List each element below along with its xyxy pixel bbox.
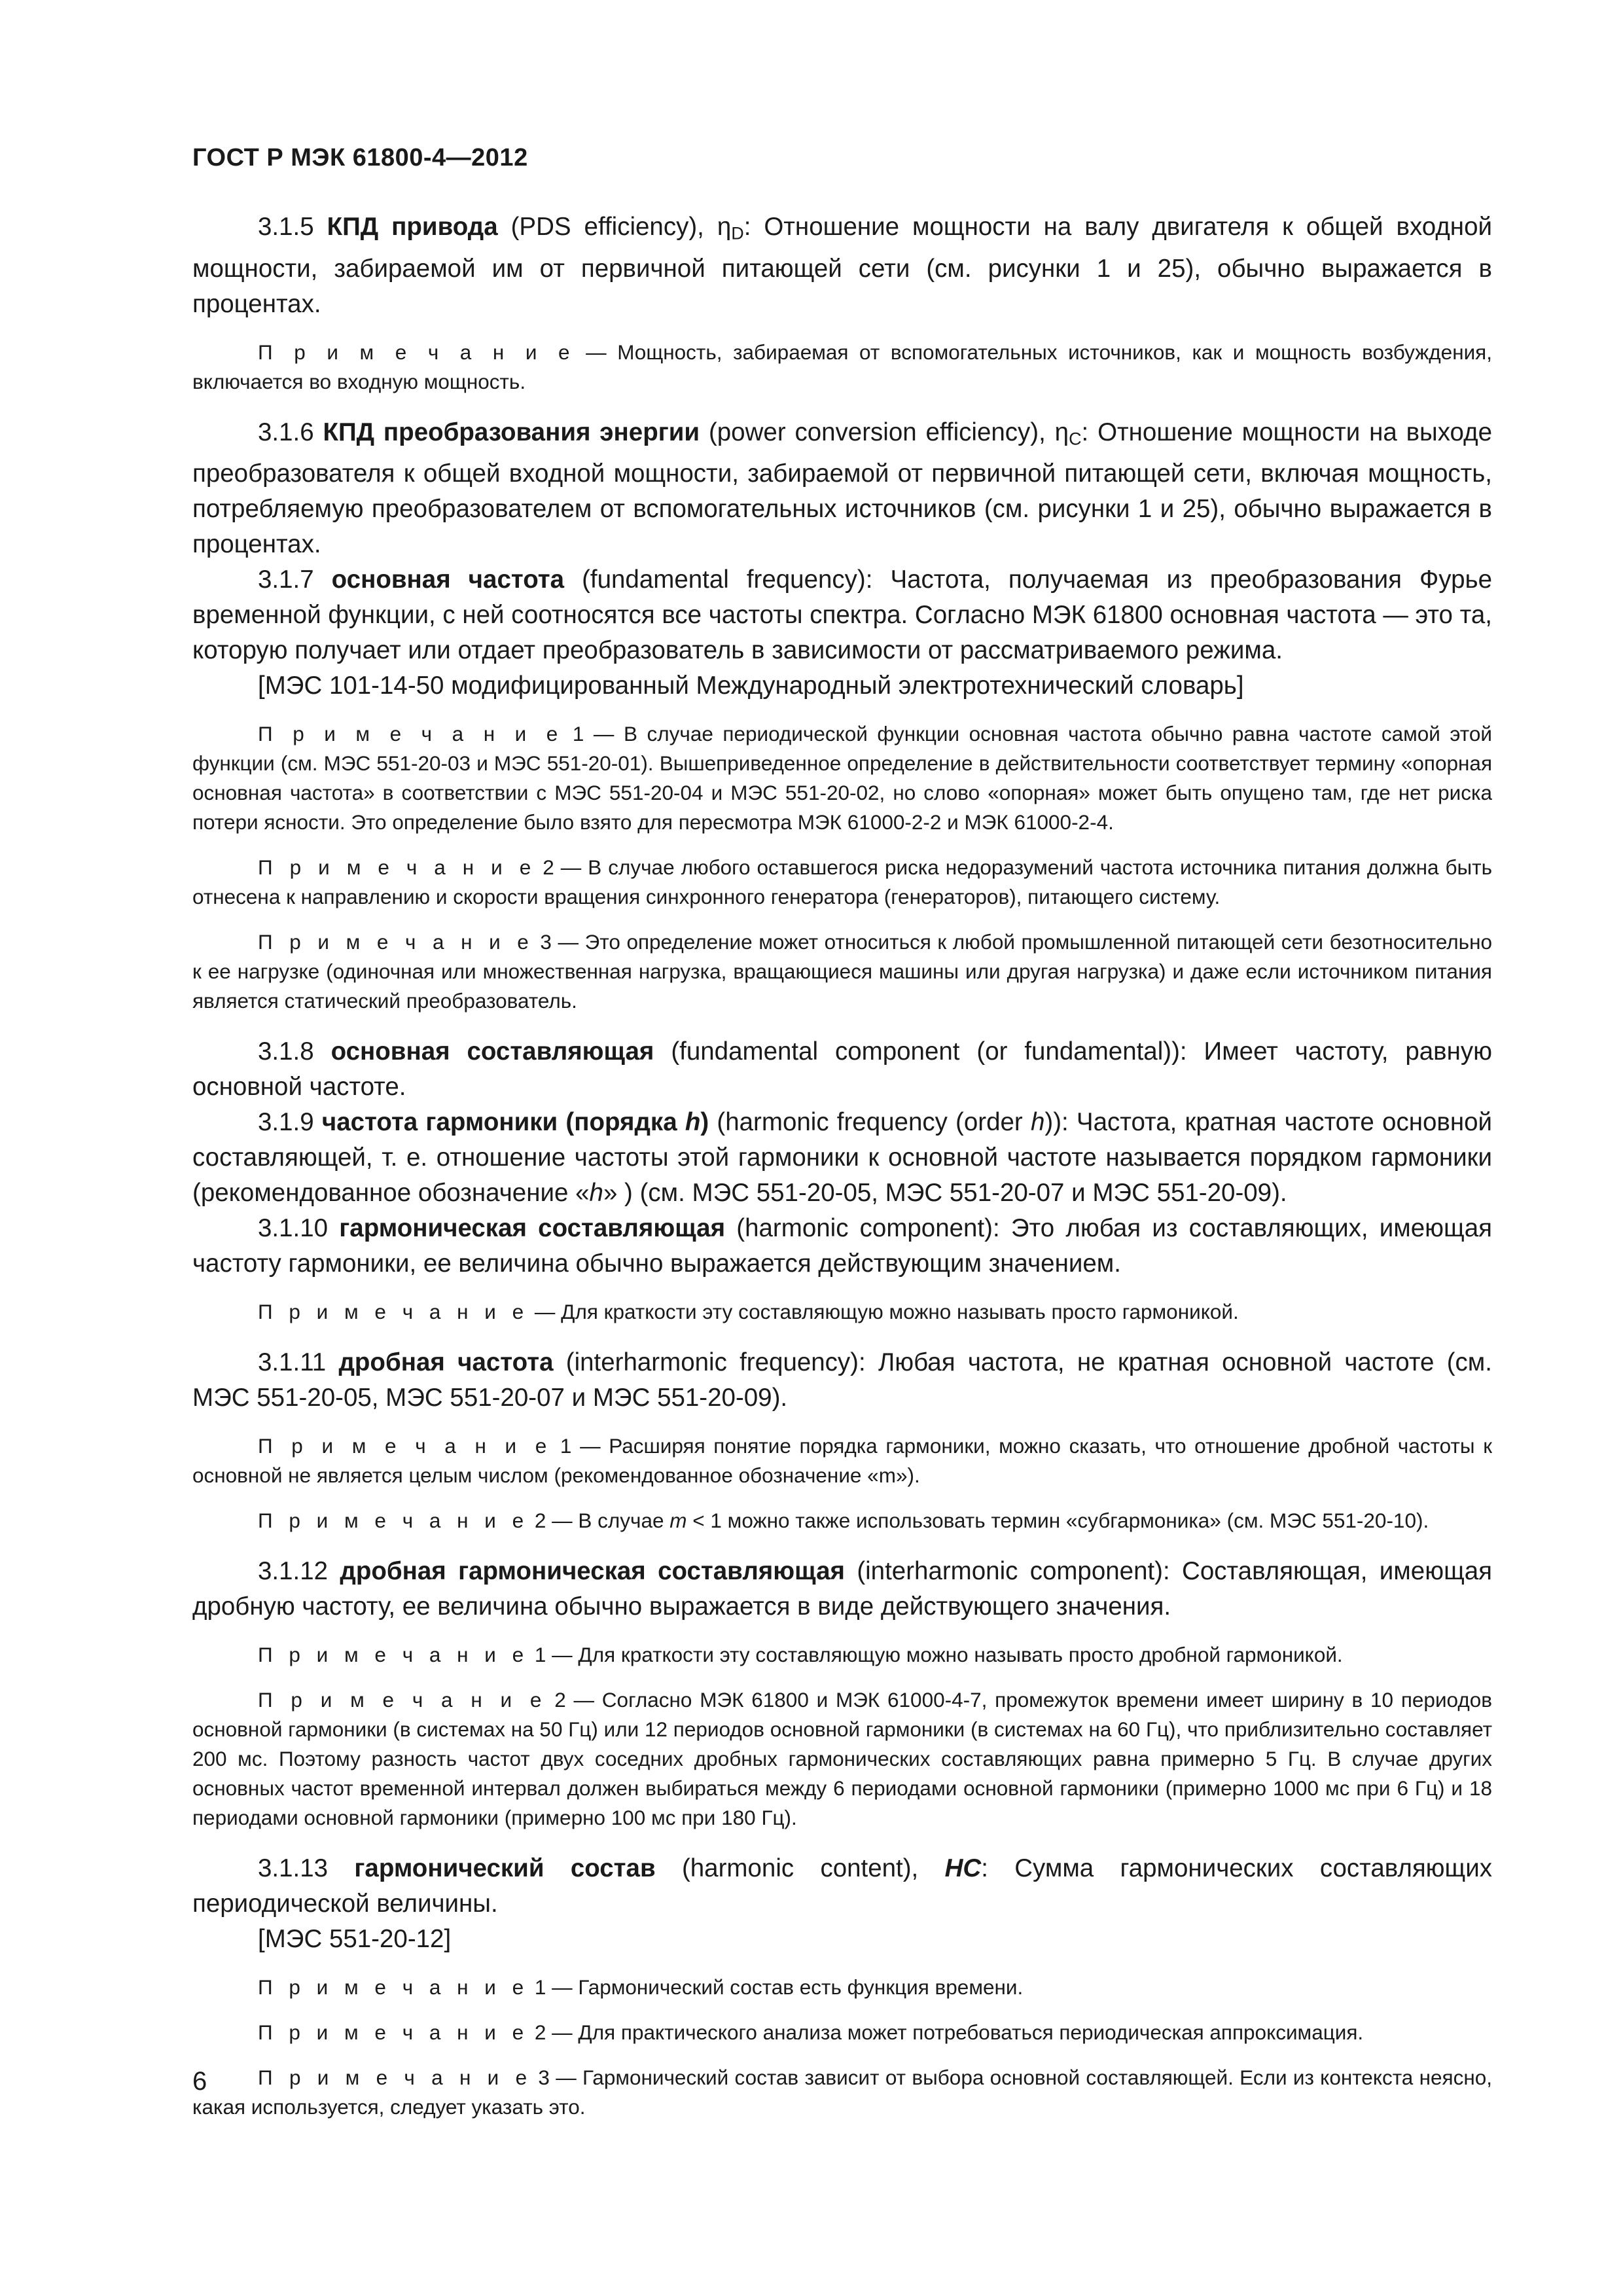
clause-number: 3.1.5 [258, 213, 314, 241]
clause-number: 3.1.7 [258, 565, 314, 594]
clause-text: (harmonic frequency (order h)): Частота, кратная частоте основной составляющей, т. е. отношение частоты этой гармоники к основной частоте называется порядком гармоники (рекомендованное обозначение «h» ) (см. МЭС 551-20-05, МЭС 551-20-07 и МЭС 551-20-09). [192, 1108, 1492, 1208]
efficiency-symbol: $\eta_D$ [717, 213, 744, 243]
note-label: П р и м е ч а н и е [258, 1643, 529, 1667]
clause-number: 3.1.6 [258, 418, 314, 446]
clause-term: дробная гармоническая составляющая [340, 1557, 845, 1586]
clause-3-1-12 [192, 1554, 1492, 1624]
clause-term: КПД преобразования энергии [323, 418, 700, 446]
clause-text: (fundamental component (or fundamental)): Имеет частоту, равную основной частоте. [192, 1037, 1493, 1102]
note [192, 1297, 1492, 1327]
clause-term-en: (harmonic content), [681, 1854, 919, 1883]
clause-text: (interharmonic component): Составляющая, имеющая дробную частоту, ее величина обычно выражается в виде действующего значения. [192, 1557, 1492, 1621]
note-label: П р и м е ч а н и е [258, 340, 575, 364]
clause-text: (interharmonic frequency): Любая частота, не кратная основной частоте (см. МЭС 551-20-05, МЭС 551-20-07 и МЭС 551-20-09). [192, 1348, 1492, 1412]
clause-3-1-13 [192, 1851, 1492, 1922]
clause-3-1-10 [192, 1211, 1492, 1282]
clause-number: 3.1.12 [258, 1557, 329, 1586]
note-text: — Для краткости эту составляющую можно называть просто гармоникой. [529, 1300, 1239, 1324]
note [192, 2063, 1492, 2122]
note-text: 2 — В случае m < 1 можно также использовать термин «субгармоника» (см. МЭС 551-20-10). [529, 1509, 1429, 1533]
note-label: П р и м е ч а н и е [258, 2020, 529, 2045]
clause-reference: [МЭС 101-14-50 модифицированный Международный электротехнический словарь] [258, 672, 1244, 700]
clause-3-1-5 [192, 209, 1492, 322]
clause-term: КПД привода [327, 213, 498, 241]
clause-number: 3.1.8 [258, 1037, 314, 1066]
note-text: 3 — Это определение может относиться к любой промышленной питающей сети безотносительно к ее нагрузке (одиночная или множественная нагрузка, вращающиеся машины или другая нагрузка) и даже если источником питания является статический преобразователь. [192, 930, 1492, 1013]
note [192, 1431, 1492, 1490]
clause-3-1-6 [192, 415, 1492, 563]
clause-3-1-7 [192, 562, 1492, 668]
note-text: 3 — Гармонический состав зависит от выбора основной составляющей. Если из контекста неясно, какая используется, следует указать это. [192, 2066, 1492, 2119]
note [192, 2018, 1492, 2047]
clause-number: 3.1.10 [258, 1214, 329, 1243]
clause-3-1-11 [192, 1345, 1492, 1416]
clause-3-1-8 [192, 1034, 1492, 1105]
note-text: — Мощность, забираемая от вспомогательных источников, как и мощность возбуждения, включается во входную мощность. [192, 340, 1492, 393]
clause-text: (fundamental frequency): Частота, получаемая из преобразования Фурье временной функции, с ней соотносятся все частоты спектра. Согласно МЭК 61800 основная частота — это та, которую получает или отдает преобразователь в зависимости от рассматриваемого режима. [192, 565, 1493, 665]
page-number: 6 [192, 2067, 207, 2096]
clause-term: частота гармоники (порядка h) [321, 1108, 709, 1137]
note-text: 1 — В случае периодической функции основная частота обычно равна частоте самой этой функции (см. МЭС 551-20-03 и МЭС 551-20-01). Вышеприведенное определение в действительности соответствует термину «опорная основная частота» в соответствии с МЭС 551-20-04 и МЭС 551-20-02, но слово «опорная» может быть опущено там, где нет риска потери ясности. Это определение было взято для пересмотра МЭК 61000-2-2 и МЭК 61000-2-4. [192, 722, 1492, 834]
clause-term: основная частота [331, 565, 565, 594]
clause-number: 3.1.13 [258, 1854, 329, 1883]
note [192, 338, 1492, 397]
note-text: 2 — Для практического анализа может потребоваться периодическая аппроксимация. [529, 2020, 1364, 2045]
note [192, 927, 1492, 1016]
clause-term-en: (PDS efficiency), [510, 213, 704, 241]
clause-abbreviation: HC [944, 1854, 982, 1883]
note-text: 1 — Для краткости эту составляющую можно называть просто дробной гармоникой. [529, 1643, 1343, 1667]
note [192, 853, 1492, 912]
clause-text: : Отношение мощности на выходе преобразователя к общей входной мощности, забираемой от первичной питающей сети, включая мощность, потребляемую преобразователем от вспомогательных источников (см. рисунки 1 и 25), обычно выражается в процентах. [192, 418, 1492, 559]
clause-term: гармоническая составляющая [339, 1214, 726, 1243]
page-header: ГОСТ Р МЭК 61800-4—2012 [192, 144, 528, 171]
clause-text: (harmonic component): Это любая из составляющих, имеющая частоту гармоники, ее величина обычно выражается действующим значением. [192, 1214, 1492, 1278]
note-text: 2 — Согласно МЭК 61800 и МЭК 61000-4-7, промежуток времени имеет ширину в 10 периодов основной гармоники (в системах на 50 Гц) или 12 периодов основной гармоники (в системах на 60 Гц), что приблизительно составляет 200 мс. Поэтому разность частот двух соседних дробных гармонических составляющих равна примерно 5 Гц. В случае других основных частот временной интервал должен выбираться между 6 периодами основной гармоники (примерно 1000 мс при 6 Гц) и 18 периодами основной гармоники (примерно 100 мс при 180 Гц). [192, 1688, 1492, 1830]
note-text: 1 — Расширяя понятие порядка гармоники, можно сказать, что отношение дробной частоты к основной не является целым числом (рекомендованное обозначение «m»). [192, 1434, 1492, 1488]
document-body [192, 209, 1492, 2122]
clause-3-1-9 [192, 1105, 1492, 1211]
clause-number: 3.1.11 [258, 1348, 327, 1377]
note [192, 1685, 1492, 1833]
clause-term: дробная частота [338, 1348, 554, 1377]
note [192, 1506, 1492, 1535]
note-text: 1 — Гармонический состав есть функция времени. [529, 1975, 1024, 2000]
note-text: 2 — В случае любого оставшегося риска недоразумений частота источника питания должна быть отнесена к направлению и скорости вращения синхронного генератора (генераторов), питающего систему. [192, 855, 1492, 909]
clause-number: 3.1.9 [258, 1108, 314, 1137]
clause-term: гармонический состав [354, 1854, 656, 1883]
clause-text: : Отношение мощности на валу двигателя к общей входной мощности, забираемой им от первичной питающей сети (см. рисунки 1 и 25), обычно выражается в процентах. [192, 213, 1492, 318]
note-label: П р и м е ч а н и е [258, 1688, 547, 1712]
note-label: П р и м е ч а н и е [258, 1975, 529, 2000]
clause-term: основная составляющая [330, 1037, 654, 1066]
note-label: П р и м е ч а н и е [258, 722, 563, 746]
note-label: П р и м е ч а н и е [258, 2066, 533, 2090]
clause-term-en: (power conversion efficiency), [708, 418, 1046, 446]
note [192, 1640, 1492, 1670]
note-label: П р и м е ч а н и е [258, 1509, 529, 1533]
note [192, 719, 1492, 837]
clause-text: : Сумма гармонических составляющих периодической величины. [192, 1854, 1492, 1918]
note-label: П р и м е ч а н и е [258, 1300, 529, 1324]
clause-reference: [МЭС 551-20-12] [258, 1925, 452, 1954]
note [192, 1973, 1492, 2002]
efficiency-symbol: $\eta_C$ [1054, 418, 1082, 449]
note-label: П р и м е ч а н и е [258, 1434, 552, 1458]
note-label: П р и м е ч а н и е [258, 930, 534, 954]
note-label: П р и м е ч а н и е [258, 855, 537, 880]
